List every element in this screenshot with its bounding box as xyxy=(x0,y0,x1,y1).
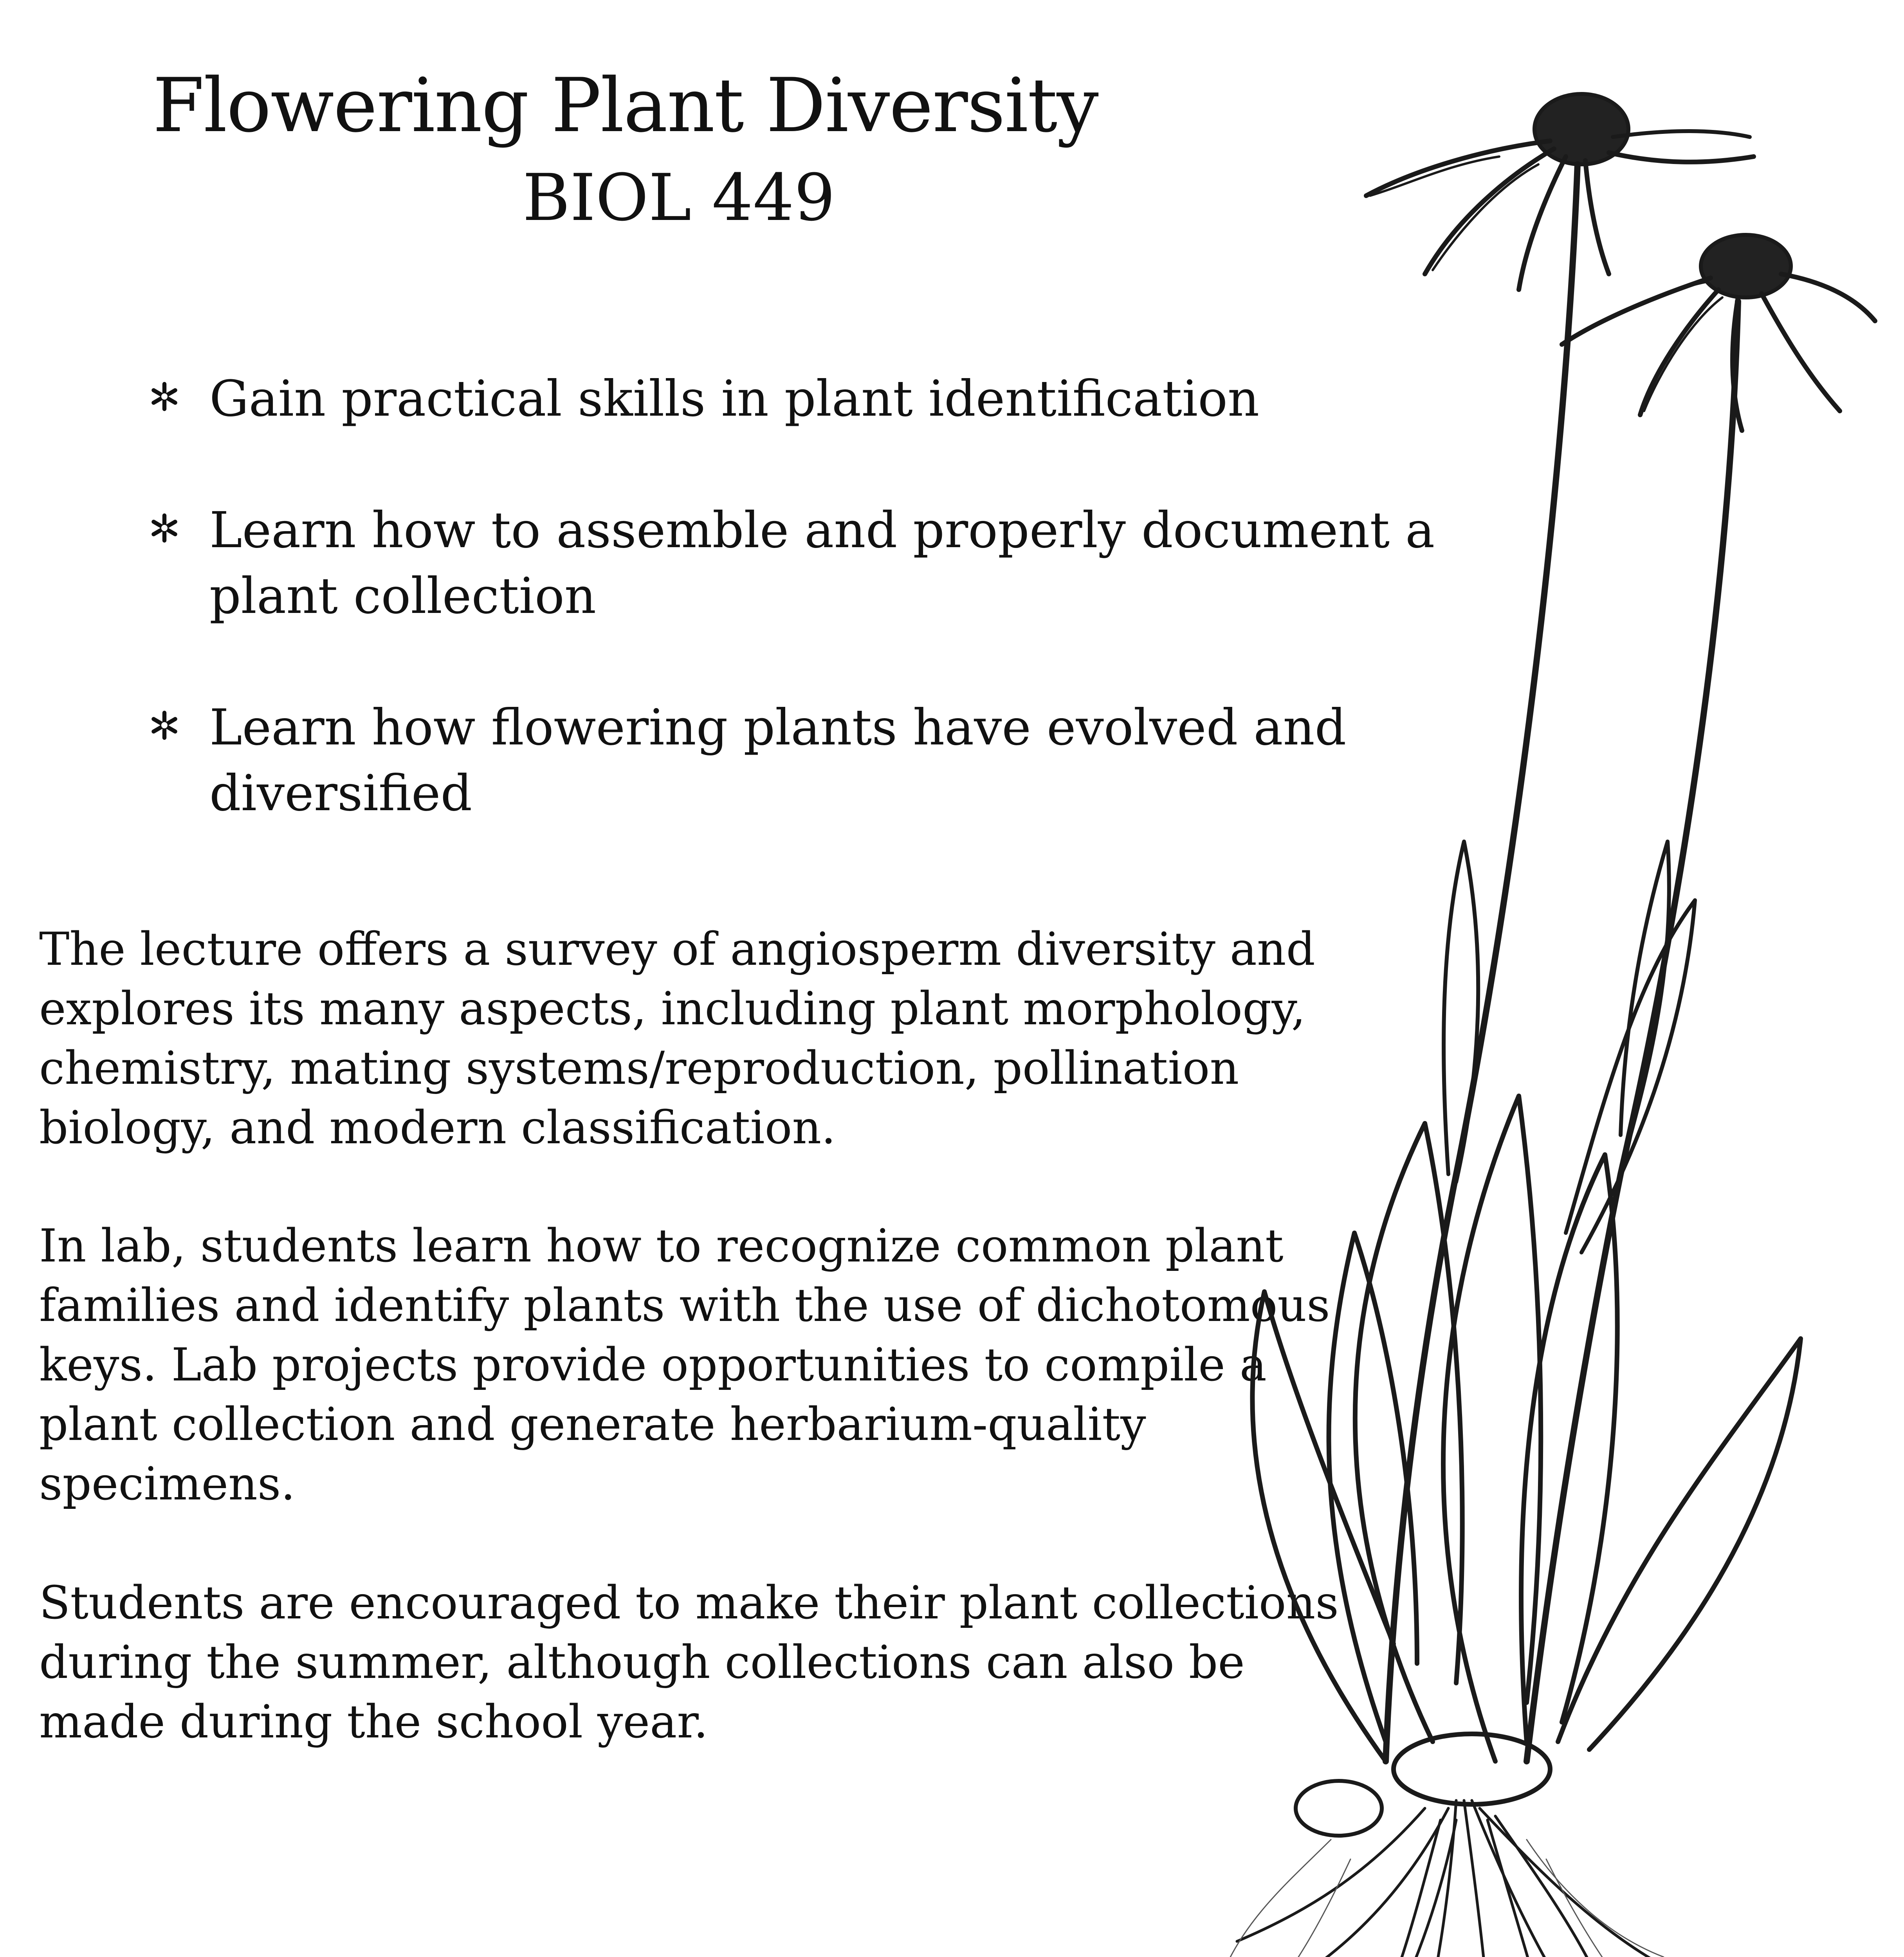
stem-right xyxy=(1527,301,1738,1761)
goal-text: Gain practical skills in plant identification xyxy=(209,370,1260,427)
flower-head-upper xyxy=(1366,94,1754,290)
leaf xyxy=(1558,1339,1801,1750)
asterisk-bullet-icon xyxy=(149,381,180,412)
leaf xyxy=(1444,842,1478,1182)
goal-text: Learn how to assemble and properly document a plant collection xyxy=(209,501,1435,625)
flower-head-lower xyxy=(1562,235,1875,431)
collection-note: Students are encouraged to make their plant collections during the summer, although collections can also be made during the school year. xyxy=(39,1577,1339,1748)
goal-text: Learn how flowering plants have evolved and diversified xyxy=(209,699,1347,822)
leaf xyxy=(1252,1292,1394,1761)
lecture-description: The lecture offers a survey of angiosperm diversity and explores its many aspects, including plant morphology, chemistry, mating systems/reproduction, pollination biology, and modern classification. xyxy=(39,923,1315,1154)
stem-left xyxy=(1386,164,1578,1761)
coneflower-sketch-icon xyxy=(1174,59,1904,1957)
lab-description: In lab, students learn how to recognize common plant families and identify plants with the use of dichotomous keys. Lab projects provide opportunities to compile a plant collection and generate herbarium-quality specimens. xyxy=(39,1220,1330,1510)
asterisk-bullet-icon xyxy=(149,710,180,741)
course-code: BIOL 449 xyxy=(523,160,835,235)
asterisk-bullet-icon xyxy=(149,512,180,544)
page-title: Flowering Plant Diversity xyxy=(153,62,1098,149)
root-hairs xyxy=(1221,1840,1668,1957)
